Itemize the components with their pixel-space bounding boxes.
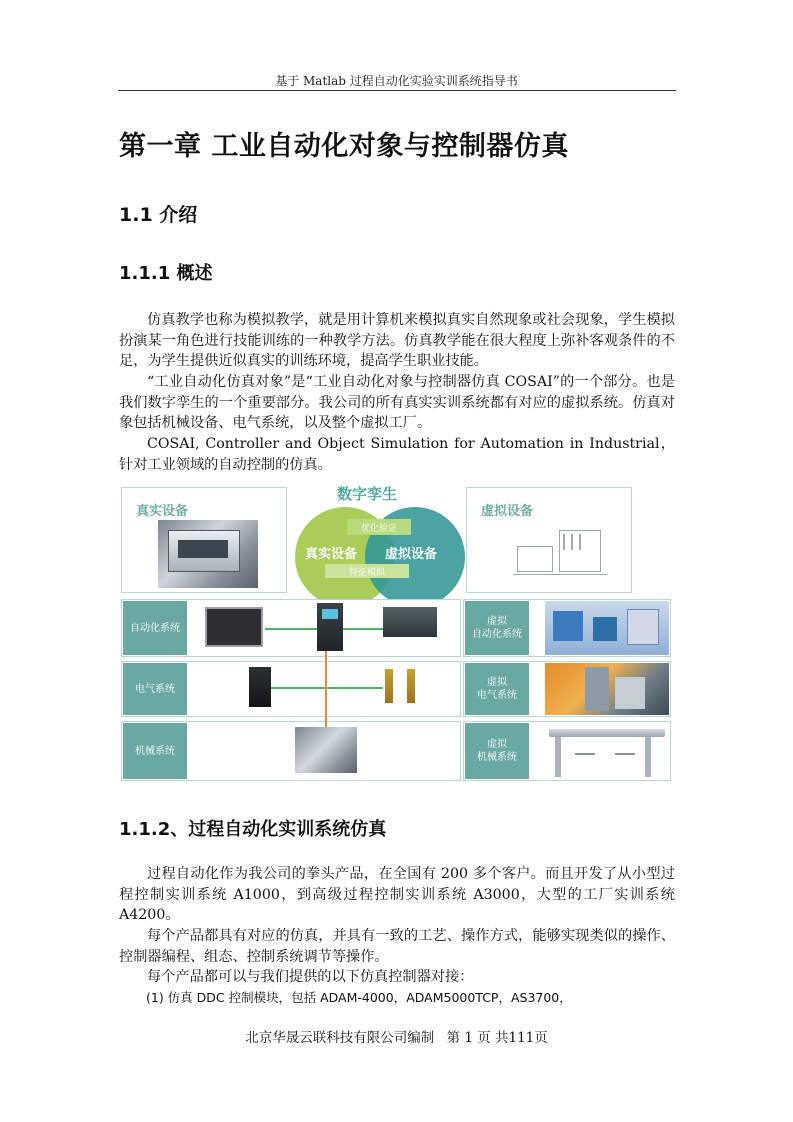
- intro-paragraph-3: COSAI, Controller and Object Simulation for Automation in Industrial，针对工业领域的自动控制的仿真。: [119, 436, 675, 473]
- real-equipment-label: 真实设备: [136, 504, 189, 519]
- virtual-label-line: 虚拟: [487, 739, 507, 750]
- process-paragraph-3: 每个产品都可以与我们提供的以下仿真控制器对接：: [147, 969, 474, 985]
- circle-real-label: 真实设备: [305, 547, 358, 562]
- list-item-1: (1) 仿真 DDC 控制模块，包括 ADAM-4000，ADAM5000TCP，AS3700，: [146, 990, 572, 1005]
- intro-paragraph-1: 仿真教学也称为模拟教学，就是用计算机来模拟真实自然现象或社会现象，学生模拟扮演某一角色进行技能训练的一种教学方法。仿真教学能在很大程度上弥补客观条件的不足，为学生提供近似真实的训练环境，提高学生职业技能。: [119, 312, 675, 369]
- virtual-electrical-label: [465, 663, 529, 715]
- connector-line: [265, 628, 317, 630]
- virtual-automation-screenshot: [545, 601, 669, 655]
- footer-page-number: 第 1 页 共111页: [446, 1030, 548, 1046]
- virtual-electrical-screenshot: [545, 663, 669, 715]
- connector-line: [343, 628, 383, 630]
- section-heading-1-1: 1.1 介绍: [119, 204, 198, 226]
- section-heading-1-1-2: 1.1.2、过程自动化实训系统仿真: [119, 819, 387, 840]
- virtual-equipment-panel: [466, 487, 632, 593]
- automation-system-label: 自动化系统: [123, 601, 187, 655]
- footer-company: 北京华晟云联科技有限公司编制: [245, 1030, 435, 1046]
- virtual-label-line: 自动化系统: [472, 629, 522, 640]
- digital-twin-title: 数字孪生: [337, 485, 398, 503]
- virtual-label-line: 电气系统: [477, 690, 517, 701]
- connector-line: [271, 687, 383, 689]
- virtual-mechanical-drawing: [545, 725, 669, 779]
- io-module-image: [383, 607, 437, 637]
- page-header: 基于 Matlab 过程自动化实验实训系统指导书: [275, 74, 518, 88]
- chapter-title: 第一章 工业自动化对象与控制器仿真: [119, 131, 569, 162]
- vertical-connector-line: [325, 651, 327, 727]
- feature-simulate-band: 特征模拟: [325, 564, 409, 578]
- real-equipment-panel: [121, 487, 287, 593]
- mechanical-equipment-photo: [295, 727, 357, 773]
- circle-virtual-label: 虚拟设备: [385, 547, 438, 562]
- plc-cpu-image: [317, 603, 343, 651]
- mechanical-system-label: 机械系统: [123, 723, 187, 779]
- real-equipment-photo: [158, 520, 258, 588]
- process-paragraph-1: 过程自动化作为我公司的拳头产品，在全国有 200 多个客户。而且开发了从小型过程控制实训系统 A1000，到高级过程控制实训系统 A3000，大型的工厂实训系统 A4200。: [119, 866, 675, 923]
- section-heading-1-1-1: 1.1.1 概述: [119, 263, 213, 284]
- digital-twin-figure: [121, 483, 671, 783]
- virtual-label-line: 虚拟: [487, 616, 507, 627]
- virtual-mechanical-label: [465, 723, 529, 779]
- virtual-equipment-label: 虚拟设备: [481, 504, 534, 519]
- virtual-label-line: 机械系统: [477, 752, 517, 763]
- virtual-equipment-drawing: [513, 526, 607, 586]
- header-divider: [118, 90, 676, 91]
- virtual-label-line: 虚拟: [487, 677, 507, 688]
- virtual-automation-label: [465, 601, 529, 655]
- sensor-image: [407, 669, 415, 703]
- electrical-system-label: 电气系统: [123, 663, 187, 715]
- sensor-image: [385, 669, 393, 703]
- intro-paragraph-2: “工业自动化仿真对象”是“工业自动化对象与控制器仿真 COSAI”的一个部分。也是我们数字孪生的一个重要部分。我公司的所有真实实训系统都有对应的虚拟系统。仿真对象包括机械设备、电气系统，以及整个虚拟工厂。: [119, 374, 675, 431]
- process-paragraph-2: 每个产品都具有对应的仿真，并具有一致的工艺、操作方式，能够实现类似的操作、控制器编程、组态、控制系统调节等操作。: [119, 928, 675, 965]
- optimize-verify-band: 优化验证: [347, 519, 411, 535]
- page-footer: [0, 1026, 793, 1046]
- hmi-panel-image: [205, 607, 263, 647]
- drive-image: [249, 667, 271, 707]
